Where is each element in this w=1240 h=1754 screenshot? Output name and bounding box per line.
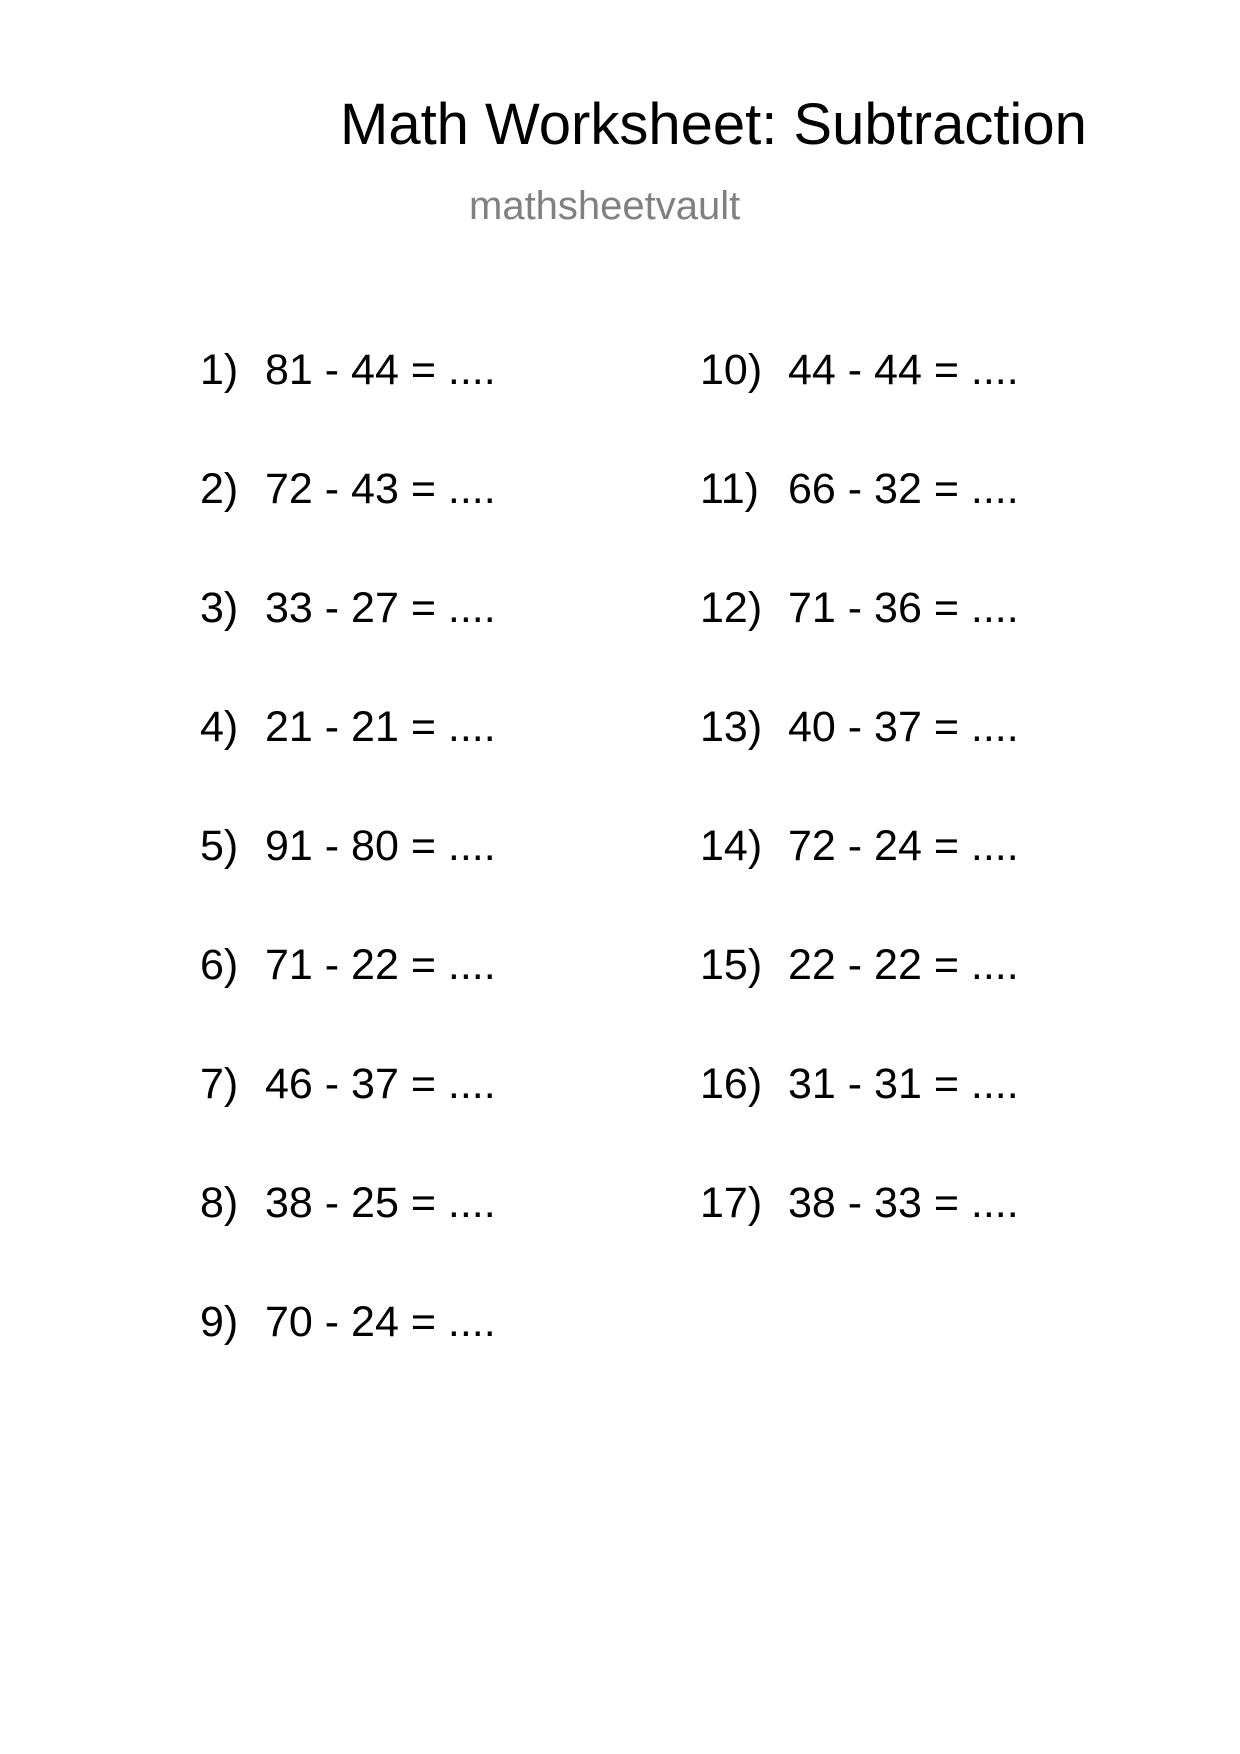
problem-number: 9) — [200, 1298, 239, 1346]
problem-number: 4) — [200, 703, 239, 751]
problem-17 — [700, 1179, 1019, 1301]
page-title: Math Worksheet: Subtraction — [340, 92, 1087, 157]
problem-14 — [700, 822, 1019, 944]
problem-expression: 46 - 37 = .... — [265, 1060, 496, 1108]
problem-number: 10) — [700, 346, 763, 394]
problem-7 — [200, 1060, 496, 1182]
problem-expression: 44 - 44 = .... — [788, 346, 1019, 394]
problem-number: 8) — [200, 1179, 239, 1227]
problem-11 — [700, 465, 1019, 587]
problem-15 — [700, 941, 1019, 1063]
problem-number: 16) — [700, 1060, 763, 1108]
problem-number: 14) — [700, 822, 763, 870]
problem-16 — [700, 1060, 1019, 1182]
problem-expression: 72 - 24 = .... — [788, 822, 1019, 870]
problem-expression: 40 - 37 = .... — [788, 703, 1019, 751]
problem-5 — [200, 822, 496, 944]
problem-expression: 33 - 27 = .... — [265, 584, 496, 632]
problem-number: 5) — [200, 822, 239, 870]
problem-9 — [200, 1298, 496, 1420]
problem-3 — [200, 584, 496, 706]
problem-number: 2) — [200, 465, 239, 513]
problem-number: 1) — [200, 346, 239, 394]
problem-expression: 21 - 21 = .... — [265, 703, 496, 751]
problem-8 — [200, 1179, 496, 1301]
problem-10 — [700, 346, 1019, 468]
problem-number: 6) — [200, 941, 239, 989]
problem-13 — [700, 703, 1019, 825]
problem-number: 7) — [200, 1060, 239, 1108]
problem-expression: 81 - 44 = .... — [265, 346, 496, 394]
problem-expression: 31 - 31 = .... — [788, 1060, 1019, 1108]
problem-number: 15) — [700, 941, 763, 989]
problem-expression: 38 - 25 = .... — [265, 1179, 496, 1227]
problem-column-right — [700, 346, 1019, 1301]
problem-2 — [200, 465, 496, 587]
problem-number: 11) — [700, 465, 759, 513]
problem-number: 13) — [700, 703, 763, 751]
problem-expression: 71 - 22 = .... — [265, 941, 496, 989]
problem-expression: 72 - 43 = .... — [265, 465, 496, 513]
problem-expression: 22 - 22 = .... — [788, 941, 1019, 989]
problem-expression: 66 - 32 = .... — [788, 465, 1019, 513]
problem-6 — [200, 941, 496, 1063]
problem-expression: 71 - 36 = .... — [788, 584, 1019, 632]
problem-4 — [200, 703, 496, 825]
problem-number: 17) — [700, 1179, 763, 1227]
problem-expression: 70 - 24 = .... — [265, 1298, 496, 1346]
problem-column-left — [200, 346, 496, 1420]
problem-expression: 91 - 80 = .... — [265, 822, 496, 870]
problem-1 — [200, 346, 496, 468]
problem-expression: 38 - 33 = .... — [788, 1179, 1019, 1227]
problem-12 — [700, 584, 1019, 706]
problem-number: 3) — [200, 584, 239, 632]
page-subtitle: mathsheetvault — [469, 184, 741, 228]
problem-number: 12) — [700, 584, 763, 632]
